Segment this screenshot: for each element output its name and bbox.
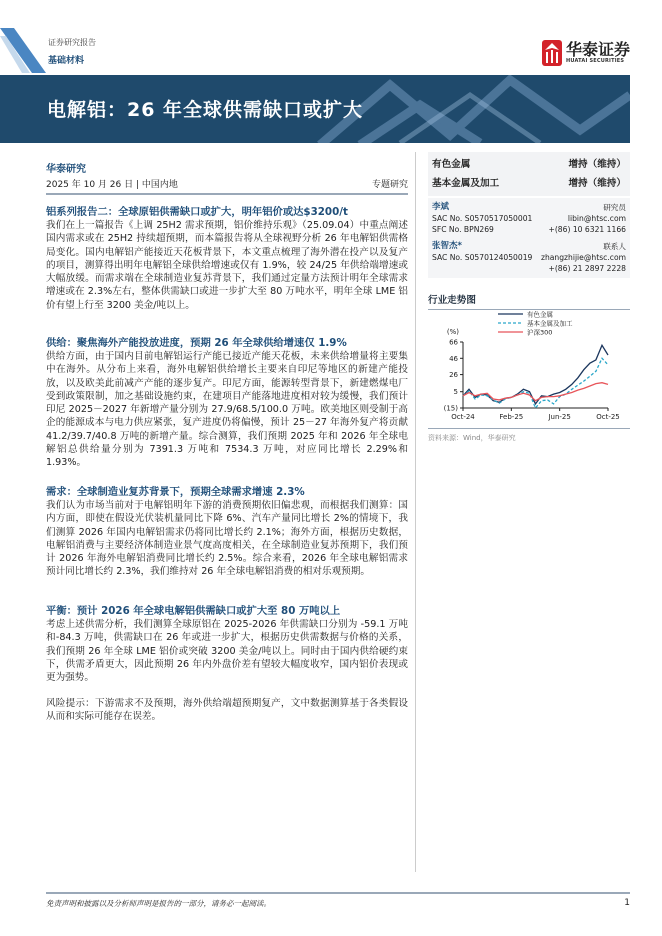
y-tick-label: 46 (449, 354, 458, 363)
section-heading: 铝系列报告二：全球原铝供需缺口或扩大，明年铝价或达$3200/t (46, 206, 348, 218)
logo-mark-icon (542, 40, 562, 66)
rating-value: 增持（维持） (568, 159, 626, 170)
legend-label: 沪深300 (527, 328, 553, 337)
x-tick-label: Feb-25 (499, 413, 524, 421)
chart-title: 行业走势图 (428, 292, 630, 310)
section-summary (46, 206, 408, 312)
disclaimer: 免责声明和披露以及分析师声明是报告的一部分，请务必一起阅读。 (46, 899, 271, 908)
analyst-name: 张智杰* (432, 241, 462, 251)
org-name: 华泰研究 (46, 164, 86, 175)
analyst-role: 研究员 (603, 203, 626, 212)
x-tick-label: Oct-24 (451, 413, 475, 421)
section-balance (46, 605, 408, 684)
section-heading: 平衡：预计 2026 年全球电解铝供需缺口或扩大至 80 万吨以上 (46, 605, 341, 617)
y-tick-label: 5 (453, 388, 458, 397)
analyst-name: 李斌 (432, 202, 450, 212)
analyst-sac: SAC No. S0570124050019 (432, 253, 533, 262)
analyst-card (428, 198, 630, 278)
report-type: 专题研究 (371, 180, 408, 190)
y-tick-label: 26 (449, 371, 458, 380)
rating-value: 增持（维持） (568, 178, 626, 189)
analyst-email[interactable]: libin@htsc.com (567, 214, 626, 223)
report-title: 电解铝：26 年全球供需缺口或扩大 (47, 99, 364, 121)
section-body: 供给方面，由于国内目前电解铝运行产能已接近产能天花板，未来供给增量将主要集中在海外。从分布上来看，海外电解铝供给增长主要来自印尼等地区的新建产能投放，以及欧美此前减产产能的逐步复产。印尼方面，能源转型背景下，新建燃煤电厂受到政策限制，加之基础设施约束，在建项目产能落地进度相对较为缓慢，我们预计印尼 2025－2027 年新增产量分别为 27.9/68.5/100.0 万吨。欧美地区则受制于高企的能源成本与电力供应紧张，复产进度仍将偏慢，预计 25－27 年海外复产将贡献 41.2/39.7/40.8 万吨的新增产量。综合测算，我们预期 2025 年和 2026 年全球电解铝总供给量分别为 7391.3 万吨和 7534.3 万吨，对应同比增长 2.29%和 1.93%。 (46, 351, 408, 469)
report-meta: 2025 年 10 月 26 日 | 中国内地 专题研究 (46, 177, 408, 195)
logo-text-cn: 华泰证券 (565, 40, 630, 59)
logo-text-en: HUATAI SECURITIES (565, 58, 625, 64)
rating-box (428, 152, 630, 196)
title-banner (0, 75, 630, 143)
section-demand (46, 486, 408, 579)
industry-trend-chart (428, 308, 630, 426)
analyst-sfc: SFC No. BPN269 (432, 225, 494, 234)
analyst-phone: +(86) 10 6321 1166 (548, 225, 626, 234)
section-heading: 供给：聚焦海外产能投放进度，预期 26 年全球供给增速仅 1.9% (46, 337, 347, 349)
rating-row (432, 174, 626, 193)
report-region: 中国内地 (141, 180, 178, 190)
x-tick-label: Oct-25 (596, 413, 620, 421)
footer-divider (46, 892, 630, 894)
footer (46, 898, 630, 909)
section-supply (46, 337, 408, 470)
y-tick-label: (15) (443, 404, 458, 413)
section-body: 考虑上述供需分析，我们测算全球原铝在 2025-2026 年供需缺口分别为 -59.1 万吨和-84.3 万吨，供需缺口在 26 年或进一步扩大，根据历史供需数据与价格的关系，我们预期 26 年全球 LME 铝价或突破 3200 美金/吨以上。同时由于国内供给硬约束下，供需矛盾更大，因此预期 26 年内外盘价差有望较大幅度收窄，国内铝价表现或更为强势。 (46, 619, 408, 684)
section-body: 我们在上一篇报告《上调 25H2 需求预期，铝价维持乐观》（25.09.04）中重点阐述国内需求或在 25H2 持续超预期，而本篇报告将从全球视野分析 26 年电解铝供需格局变化。国内电解铝产能接近天花板背景下，本文重点梳理了海外潜在投产以及复产的项目，测算得出明年电解铝全球供给增速或仅有 1.9%，较 24/25 年供给端增速或大幅放缓。而需求端在全球制造业复苏背景下，我们通过定量方法预计明年全球需求增速或在 2.3%左右，整体供需缺口或进一步扩大至 80 万吨水平，明年全球 LME 铝价有望上行至 3200 美金/吨以上。 (46, 220, 408, 311)
section-body: 我们认为市场当前对于电解铝明年下游的消费预期依旧偏悲观，而根据我们测算：国内方面，即使在假设光伏装机量同比下降 6%、汽车产量同比增长 2%的情境下，我们测算 2026 年国内电解铝需求仍将同比增长约 2.1%；海外方面，根据历史数据，电解铝消费与主要经济体制造业景气度高度相关，在全球制造业复苏预期下，我们预计 2026 年海外电解铝消费同比增长约 2.5%。综合来看，2026 年全球电解铝需求预计同比增长约 2.3%，我们维持对 26 年全球电解铝消费的相对乐观预期。 (46, 500, 408, 578)
y-axis-label: (%) (446, 328, 459, 336)
page-number: 1 (624, 898, 630, 908)
sector-label: 基础材料 (48, 56, 85, 66)
analyst-role: 联系人 (603, 242, 626, 251)
chart-source: 资料来源：Wind，华泰研究 (428, 428, 630, 443)
industry-name: 基本金属及加工 (432, 178, 500, 189)
corner-decoration (0, 28, 46, 73)
section-risk (46, 697, 408, 724)
rating-row (432, 155, 626, 174)
industry-name: 有色金属 (432, 159, 471, 170)
analyst-sac: SAC No. S0570517050001 (432, 214, 533, 223)
legend-label: 基本金属及加工 (527, 319, 573, 328)
risk-warning: 风险提示：下游需求不及预期，海外供给端超预期复产，文中数据测算基于各类假设从而和实际可能存在误差。 (46, 698, 408, 723)
series-line-2 (463, 383, 608, 401)
section-heading: 需求：全球制造业复苏背景下，预期全球需求增速 2.3% (46, 486, 305, 498)
doc-type: 证券研究报告 (48, 38, 96, 47)
column-divider (415, 152, 416, 872)
huatai-logo (542, 40, 630, 66)
report-date: 2025 年 10 月 26 日 (46, 180, 134, 190)
legend-label: 有色金属 (527, 310, 553, 319)
analyst-email[interactable]: zhangzhijie@htsc.com (540, 253, 626, 262)
series-line-0 (463, 345, 608, 404)
analyst-phone: +(86) 21 2897 2228 (548, 264, 626, 273)
y-tick-label: 66 (449, 338, 458, 347)
x-tick-label: Jun-25 (548, 413, 571, 421)
